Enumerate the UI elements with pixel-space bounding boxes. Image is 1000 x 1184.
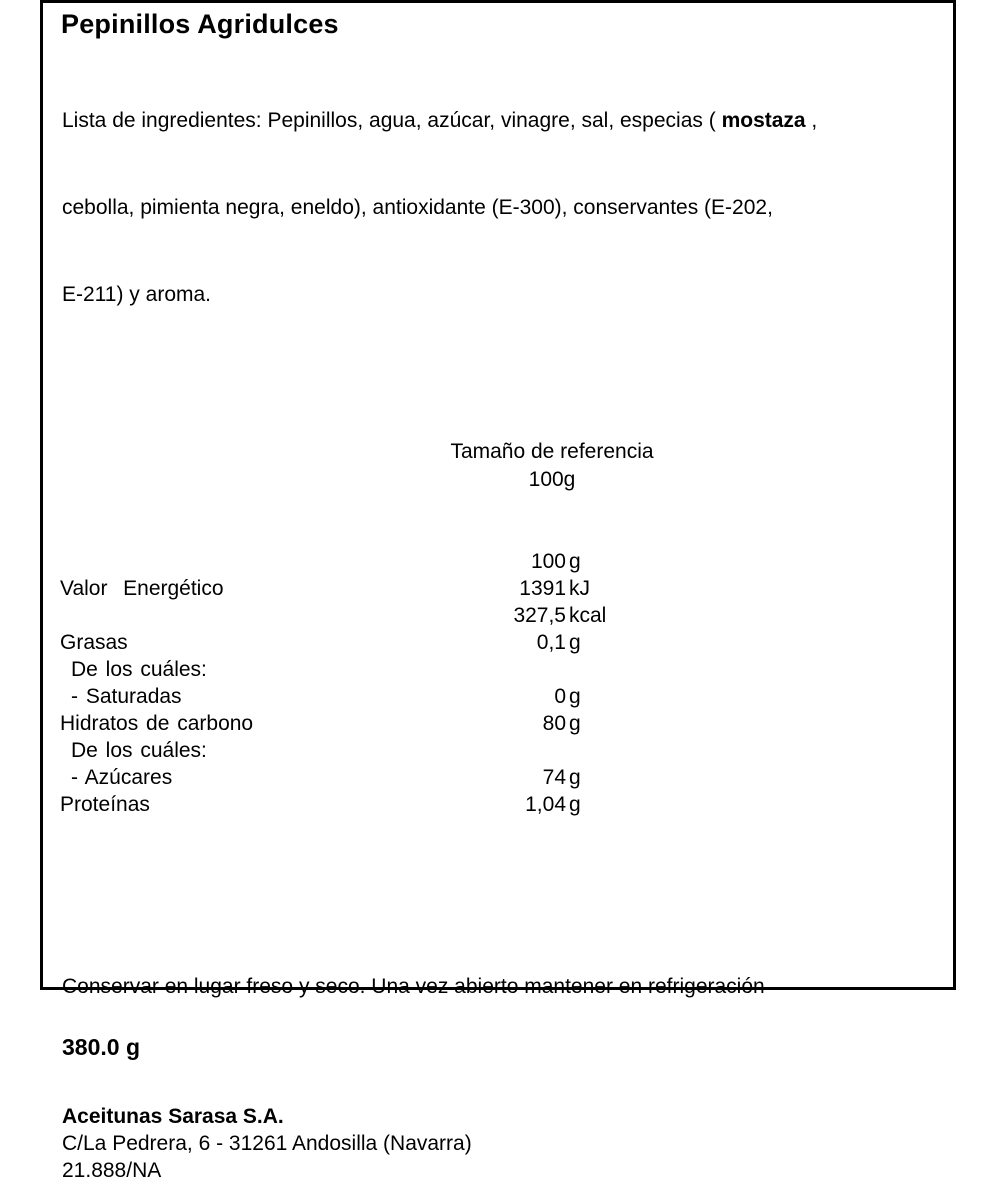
- nutrition-row-carbohydrates: [43, 710, 953, 737]
- nutrition-row-protein: [43, 791, 953, 818]
- product-label: [40, 0, 956, 1182]
- header-amount: 100: [530, 550, 566, 573]
- nutrition-row-saturated: [43, 683, 953, 710]
- manufacturer-name: Aceitunas Sarasa S.A.: [62, 1105, 284, 1128]
- nutrition-row-of-which-fat: [43, 656, 953, 683]
- nutrition-row-energy-kcal: [43, 602, 953, 629]
- ingredients-line-3: E-211) y aroma.: [62, 283, 211, 306]
- nutrient-label: Hidratos de carbono: [60, 712, 254, 735]
- nutrient-unit: kcal: [569, 604, 607, 627]
- nutrient-label: - Azúcares: [71, 766, 173, 789]
- manufacturer-block: [62, 1103, 953, 1184]
- manufacturer-registry: 21.888/NA: [62, 1159, 162, 1182]
- nutrient-unit: kJ: [569, 577, 590, 600]
- nutrition-row-of-which-carbs: [43, 737, 953, 764]
- nutrient-amount: 0: [554, 685, 566, 708]
- nutrient-unit: g: [569, 631, 581, 654]
- nutrient-amount: 327,5: [513, 604, 566, 627]
- nutrition-row-fat: [43, 629, 953, 656]
- nutrient-label: De los cuáles:: [71, 739, 207, 762]
- nutrient-amount: 0,1: [536, 631, 566, 654]
- ingredients-line-1: [62, 106, 923, 135]
- nutrient-amount: 80: [542, 712, 566, 735]
- net-weight: 380.0 g: [62, 1034, 140, 1060]
- product-title: Pepinillos Agridulces: [61, 9, 339, 39]
- nutrient-unit: g: [569, 766, 581, 789]
- reference-size-block: [151, 438, 953, 494]
- ingredients-text-post: ,: [805, 109, 818, 132]
- nutrient-label: - Saturadas: [71, 685, 182, 708]
- nutrition-row-sugars: [43, 764, 953, 791]
- allergen-mostaza: mostaza: [721, 109, 806, 132]
- reference-size-title: Tamaño de referencia: [450, 440, 654, 463]
- ingredients-text-pre: Lista de ingredientes: Pepinillos, agua, azúcar, vinagre, sal, especias (: [62, 109, 722, 132]
- nutrient-unit: g: [569, 793, 581, 816]
- nutrition-column-header: [43, 548, 953, 575]
- nutrient-unit: g: [569, 685, 581, 708]
- nutrition-table: [43, 548, 953, 818]
- header-unit: g: [569, 550, 581, 573]
- storage-instructions: Conservar en lugar freso y seco. Una vez abierto mantener en refrigeración: [62, 975, 765, 998]
- ingredients-list: [62, 48, 923, 367]
- ingredients-line-2: cebolla, pimienta negra, eneldo), antioxidante (E-300), conservantes (E-202,: [62, 196, 773, 219]
- manufacturer-address: C/La Pedrera, 6 - 31261 Andosilla (Navarra): [62, 1132, 472, 1155]
- nutrient-label: Proteínas: [60, 793, 150, 816]
- nutrient-amount: 74: [542, 766, 566, 789]
- nutrient-amount: 1,04: [525, 793, 566, 816]
- nutrient-label: Valor Energético: [60, 577, 224, 600]
- reference-size-value: 100g: [528, 468, 576, 491]
- nutrient-unit: g: [569, 712, 581, 735]
- nutrient-amount: 1391: [519, 577, 566, 600]
- nutrient-label: Grasas: [60, 631, 128, 654]
- nutrition-row-energy-kj: [43, 575, 953, 602]
- nutrient-label: De los cuáles:: [71, 658, 207, 681]
